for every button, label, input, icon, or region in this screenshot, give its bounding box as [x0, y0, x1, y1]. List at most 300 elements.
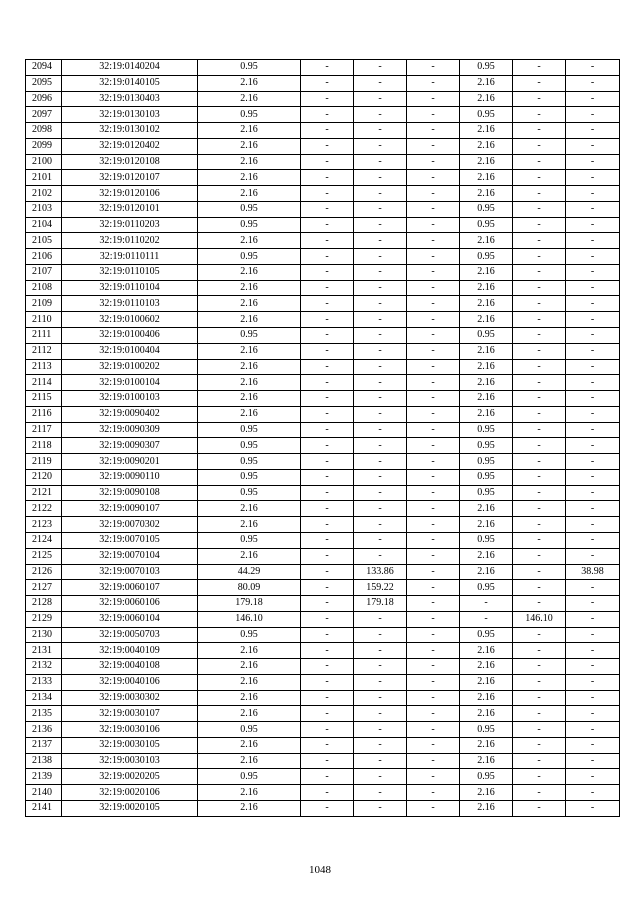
table-cell: 2.16 — [198, 737, 301, 753]
table-cell: 32:19:0030105 — [62, 737, 198, 753]
table-cell: 0.95 — [460, 454, 513, 470]
table-cell: - — [354, 643, 407, 659]
table-cell: - — [407, 800, 460, 816]
table-row — [26, 249, 620, 265]
table-cell: - — [301, 328, 354, 344]
table-cell: 32:19:0070104 — [62, 548, 198, 564]
table-cell: 2.16 — [460, 659, 513, 675]
table-cell: 32:19:0040109 — [62, 643, 198, 659]
table-cell: - — [513, 643, 566, 659]
table-cell: 2138 — [26, 753, 62, 769]
table-cell: - — [301, 674, 354, 690]
table-cell: - — [513, 596, 566, 612]
table-row — [26, 674, 620, 690]
table-cell: 32:19:0130102 — [62, 123, 198, 139]
table-cell: 0.95 — [198, 454, 301, 470]
table-cell: - — [513, 659, 566, 675]
table-cell: - — [407, 517, 460, 533]
table-cell: 2096 — [26, 91, 62, 107]
table-cell: - — [354, 722, 407, 738]
table-cell: - — [407, 422, 460, 438]
table-cell: 32:19:0070103 — [62, 564, 198, 580]
table-cell: - — [301, 186, 354, 202]
table-cell: - — [566, 406, 620, 422]
table-cell: 0.95 — [198, 627, 301, 643]
table-cell: 2.16 — [198, 785, 301, 801]
table-cell: - — [407, 501, 460, 517]
table-cell: 0.95 — [460, 201, 513, 217]
table-cell: 2108 — [26, 280, 62, 296]
table-cell: 32:19:0060107 — [62, 580, 198, 596]
table-cell: - — [566, 123, 620, 139]
table-cell: - — [301, 280, 354, 296]
table-cell: - — [566, 264, 620, 280]
table-cell: 2.16 — [198, 706, 301, 722]
table-cell: - — [566, 312, 620, 328]
table-cell: 2.16 — [198, 75, 301, 91]
table-cell: - — [407, 201, 460, 217]
table-cell: 2126 — [26, 564, 62, 580]
table-cell: - — [407, 264, 460, 280]
table-cell: - — [301, 659, 354, 675]
table-cell: - — [566, 674, 620, 690]
table-cell: 2140 — [26, 785, 62, 801]
table-cell: - — [566, 391, 620, 407]
table-cell: - — [354, 391, 407, 407]
table-cell: - — [354, 532, 407, 548]
table-cell: 32:19:0090307 — [62, 438, 198, 454]
table-cell: 32:19:0020105 — [62, 800, 198, 816]
table-cell: 32:19:0090309 — [62, 422, 198, 438]
table-cell: - — [566, 233, 620, 249]
table-cell: 32:19:0110111 — [62, 249, 198, 265]
table-cell: 2.16 — [198, 138, 301, 154]
table-cell: - — [513, 201, 566, 217]
table-cell: - — [301, 375, 354, 391]
table-cell: 2.16 — [460, 233, 513, 249]
table-cell: 32:19:0120106 — [62, 186, 198, 202]
table-cell: - — [301, 249, 354, 265]
table-cell: 2.16 — [460, 564, 513, 580]
table-cell: - — [354, 674, 407, 690]
table-cell: 0.95 — [460, 580, 513, 596]
table-cell: - — [354, 375, 407, 391]
table-cell: 32:19:0060106 — [62, 596, 198, 612]
table-cell: - — [301, 60, 354, 76]
table-cell: - — [407, 312, 460, 328]
table-cell: 2111 — [26, 328, 62, 344]
table-cell: - — [566, 706, 620, 722]
table-cell: 2.16 — [460, 186, 513, 202]
table-cell: - — [354, 517, 407, 533]
table-row — [26, 611, 620, 627]
table-cell: 80.09 — [198, 580, 301, 596]
table-cell: - — [301, 627, 354, 643]
table-row — [26, 438, 620, 454]
table-cell: - — [407, 249, 460, 265]
table-cell: - — [513, 280, 566, 296]
table-row — [26, 659, 620, 675]
table-cell: - — [566, 186, 620, 202]
table-cell: 0.95 — [460, 249, 513, 265]
table-cell: 32:19:0140105 — [62, 75, 198, 91]
table-cell: - — [566, 722, 620, 738]
table-cell: 2136 — [26, 722, 62, 738]
table-cell: 2.16 — [460, 643, 513, 659]
table-cell: - — [301, 722, 354, 738]
table-cell: 0.95 — [460, 532, 513, 548]
table-cell: 0.95 — [198, 60, 301, 76]
table-cell: - — [566, 532, 620, 548]
table-cell: 32:19:0020205 — [62, 769, 198, 785]
table-cell: - — [513, 343, 566, 359]
table-cell: - — [301, 643, 354, 659]
table-cell: - — [354, 485, 407, 501]
table-cell: - — [407, 737, 460, 753]
table-cell: 2.16 — [460, 406, 513, 422]
table-cell: 2.16 — [198, 517, 301, 533]
table-cell: - — [407, 469, 460, 485]
table-cell: 2098 — [26, 123, 62, 139]
table-cell: 0.95 — [460, 485, 513, 501]
table-cell: - — [407, 690, 460, 706]
table-cell: 2.16 — [460, 75, 513, 91]
table-cell: - — [513, 706, 566, 722]
table-cell: - — [566, 753, 620, 769]
table-cell: - — [354, 627, 407, 643]
table-cell: 32:19:0040108 — [62, 659, 198, 675]
table-cell: - — [513, 375, 566, 391]
table-cell: - — [301, 438, 354, 454]
table-cell: 2.16 — [198, 264, 301, 280]
table-cell: - — [460, 611, 513, 627]
table-cell: 2122 — [26, 501, 62, 517]
table-row — [26, 375, 620, 391]
table-cell: - — [566, 343, 620, 359]
table-cell: 2116 — [26, 406, 62, 422]
table-cell: - — [407, 123, 460, 139]
table-cell: - — [407, 343, 460, 359]
table-cell: 2.16 — [198, 359, 301, 375]
table-cell: 2.16 — [198, 186, 301, 202]
table-cell: 2.16 — [460, 501, 513, 517]
table-cell: 0.95 — [198, 217, 301, 233]
table-cell: - — [407, 296, 460, 312]
table-cell: 2.16 — [198, 643, 301, 659]
table-cell: 0.95 — [198, 438, 301, 454]
table-cell: - — [407, 596, 460, 612]
table-cell: - — [407, 485, 460, 501]
table-row — [26, 170, 620, 186]
table-cell: - — [566, 548, 620, 564]
table-row — [26, 201, 620, 217]
table-cell: - — [407, 627, 460, 643]
table-row — [26, 280, 620, 296]
table-cell: 2112 — [26, 343, 62, 359]
table-cell: - — [354, 359, 407, 375]
table-cell: 2.16 — [460, 706, 513, 722]
table-cell: 2.16 — [460, 343, 513, 359]
table-cell: - — [513, 328, 566, 344]
table-cell: 179.18 — [354, 596, 407, 612]
table-cell: - — [566, 422, 620, 438]
table-cell: - — [513, 75, 566, 91]
table-row — [26, 233, 620, 249]
table-cell: 2110 — [26, 312, 62, 328]
table-cell: - — [407, 186, 460, 202]
table-cell: 2107 — [26, 264, 62, 280]
table-cell: - — [513, 737, 566, 753]
table-cell: - — [354, 785, 407, 801]
table-cell: - — [407, 359, 460, 375]
table-cell: 32:19:0070302 — [62, 517, 198, 533]
table-cell: 2128 — [26, 596, 62, 612]
table-cell: - — [301, 75, 354, 91]
table-cell: - — [354, 659, 407, 675]
table-cell: - — [407, 643, 460, 659]
table-cell: 2.16 — [198, 154, 301, 170]
table-cell: - — [301, 485, 354, 501]
table-cell: 2.16 — [460, 123, 513, 139]
table-cell: - — [513, 674, 566, 690]
table-cell: 2139 — [26, 769, 62, 785]
table-cell: 2127 — [26, 580, 62, 596]
table-cell: - — [354, 422, 407, 438]
table-cell: - — [407, 391, 460, 407]
table-cell: - — [301, 343, 354, 359]
table-row — [26, 548, 620, 564]
table-cell: 2114 — [26, 375, 62, 391]
table-cell: 2.16 — [460, 170, 513, 186]
table-cell: 159.22 — [354, 580, 407, 596]
table-cell: 2.16 — [198, 280, 301, 296]
table-row — [26, 328, 620, 344]
table-cell: - — [566, 611, 620, 627]
table-cell: 2119 — [26, 454, 62, 470]
table-cell: - — [566, 517, 620, 533]
table-cell: 0.95 — [460, 107, 513, 123]
table-cell: - — [301, 170, 354, 186]
table-cell: - — [301, 596, 354, 612]
table-cell: - — [513, 170, 566, 186]
table-cell: - — [407, 580, 460, 596]
table-cell: - — [301, 753, 354, 769]
table-cell: - — [354, 438, 407, 454]
table-cell: - — [566, 107, 620, 123]
table-cell: - — [301, 422, 354, 438]
table-cell: - — [354, 233, 407, 249]
table-cell: - — [301, 107, 354, 123]
table-cell: - — [301, 406, 354, 422]
table-cell: - — [301, 359, 354, 375]
table-cell: 0.95 — [198, 469, 301, 485]
data-table — [25, 59, 620, 817]
table-cell: - — [407, 659, 460, 675]
table-cell: - — [513, 233, 566, 249]
table-cell: 32:19:0090107 — [62, 501, 198, 517]
table-cell: - — [301, 154, 354, 170]
table-cell: - — [407, 785, 460, 801]
table-cell: 2.16 — [198, 659, 301, 675]
table-cell: - — [407, 722, 460, 738]
table-cell: 2.16 — [460, 548, 513, 564]
table-cell: 2103 — [26, 201, 62, 217]
table-cell: - — [513, 769, 566, 785]
table-row — [26, 60, 620, 76]
table-cell: 32:19:0100406 — [62, 328, 198, 344]
table-cell: - — [301, 501, 354, 517]
table-row — [26, 406, 620, 422]
table-row — [26, 343, 620, 359]
table-cell: 2.16 — [460, 375, 513, 391]
table-cell: 0.95 — [198, 422, 301, 438]
table-row — [26, 737, 620, 753]
table-cell: - — [301, 785, 354, 801]
table-cell: - — [566, 800, 620, 816]
table-row — [26, 217, 620, 233]
table-cell: - — [513, 138, 566, 154]
table-cell: 2.16 — [198, 690, 301, 706]
table-cell: - — [407, 91, 460, 107]
table-cell: 2.16 — [460, 280, 513, 296]
table-cell: - — [354, 548, 407, 564]
table-cell: - — [354, 280, 407, 296]
table-row — [26, 564, 620, 580]
table-cell: - — [566, 596, 620, 612]
table-cell: 32:19:0060104 — [62, 611, 198, 627]
table-cell: 0.95 — [460, 769, 513, 785]
table-cell: - — [354, 769, 407, 785]
table-cell: - — [301, 769, 354, 785]
table-cell: 2.16 — [460, 800, 513, 816]
table-row — [26, 91, 620, 107]
table-cell: - — [407, 674, 460, 690]
table-cell: - — [513, 485, 566, 501]
table-cell: 2118 — [26, 438, 62, 454]
table-cell: 32:19:0130103 — [62, 107, 198, 123]
table-cell: - — [513, 359, 566, 375]
table-cell: 32:19:0100404 — [62, 343, 198, 359]
table-cell: - — [566, 485, 620, 501]
table-cell: 32:19:0100602 — [62, 312, 198, 328]
table-cell: 2.16 — [460, 154, 513, 170]
table-cell: 2.16 — [198, 375, 301, 391]
table-row — [26, 580, 620, 596]
table-cell: - — [407, 328, 460, 344]
table-cell: 32:19:0110104 — [62, 280, 198, 296]
table-cell: - — [407, 753, 460, 769]
table-cell: - — [513, 123, 566, 139]
table-cell: 44.29 — [198, 564, 301, 580]
table-row — [26, 785, 620, 801]
table-cell: - — [566, 438, 620, 454]
table-cell: 2131 — [26, 643, 62, 659]
table-cell: - — [407, 454, 460, 470]
table-cell: 32:19:0110202 — [62, 233, 198, 249]
table-cell: 2.16 — [460, 737, 513, 753]
table-cell: 32:19:0140204 — [62, 60, 198, 76]
table-cell: - — [301, 737, 354, 753]
table-cell: - — [354, 264, 407, 280]
table-cell: 179.18 — [198, 596, 301, 612]
table-cell: - — [407, 532, 460, 548]
table-cell: - — [354, 123, 407, 139]
table-cell: - — [354, 154, 407, 170]
table-cell: 32:19:0030106 — [62, 722, 198, 738]
table-cell: - — [354, 328, 407, 344]
table-cell: 2.16 — [198, 548, 301, 564]
table-cell: 2.16 — [198, 674, 301, 690]
table-cell: - — [407, 438, 460, 454]
table-cell: 2.16 — [460, 91, 513, 107]
table-cell: 2120 — [26, 469, 62, 485]
table-cell: 2105 — [26, 233, 62, 249]
table-cell: 2132 — [26, 659, 62, 675]
table-cell: - — [566, 328, 620, 344]
table-cell: - — [354, 469, 407, 485]
table-cell: - — [301, 469, 354, 485]
table-cell: 32:19:0030107 — [62, 706, 198, 722]
table-cell: 32:19:0110103 — [62, 296, 198, 312]
table-cell: - — [354, 706, 407, 722]
table-cell: - — [513, 264, 566, 280]
table-cell: - — [354, 454, 407, 470]
table-cell: - — [407, 280, 460, 296]
table-cell: 2.16 — [460, 690, 513, 706]
table-cell: - — [566, 217, 620, 233]
table-cell: - — [566, 201, 620, 217]
table-cell: - — [513, 422, 566, 438]
table-cell: - — [513, 91, 566, 107]
table-cell: 2115 — [26, 391, 62, 407]
table-cell: 2135 — [26, 706, 62, 722]
table-cell: 0.95 — [198, 328, 301, 344]
table-cell: 32:19:0100103 — [62, 391, 198, 407]
table-cell: 32:19:0120108 — [62, 154, 198, 170]
table-cell: - — [354, 60, 407, 76]
table-cell: 2102 — [26, 186, 62, 202]
table-cell: 0.95 — [198, 722, 301, 738]
table-row — [26, 296, 620, 312]
table-cell: 2.16 — [198, 343, 301, 359]
table-cell: - — [407, 548, 460, 564]
table-cell: - — [513, 154, 566, 170]
table-cell: - — [407, 60, 460, 76]
table-row — [26, 75, 620, 91]
table-cell: - — [566, 785, 620, 801]
table-cell: 32:19:0030302 — [62, 690, 198, 706]
table-cell: - — [354, 690, 407, 706]
table-cell: - — [354, 406, 407, 422]
table-cell: 2.16 — [460, 517, 513, 533]
table-cell: 32:19:0090110 — [62, 469, 198, 485]
table-cell: - — [513, 517, 566, 533]
table-cell: - — [354, 170, 407, 186]
table-cell: 2121 — [26, 485, 62, 501]
table-cell: 0.95 — [460, 217, 513, 233]
table-cell: 2.16 — [198, 391, 301, 407]
table-cell: - — [566, 170, 620, 186]
table-cell: 2137 — [26, 737, 62, 753]
table-row — [26, 107, 620, 123]
table-cell: - — [513, 548, 566, 564]
table-cell: 32:19:0020106 — [62, 785, 198, 801]
table-cell: - — [301, 123, 354, 139]
table-cell: 2125 — [26, 548, 62, 564]
table-cell: - — [354, 186, 407, 202]
table-cell: - — [407, 611, 460, 627]
table-cell: - — [301, 548, 354, 564]
